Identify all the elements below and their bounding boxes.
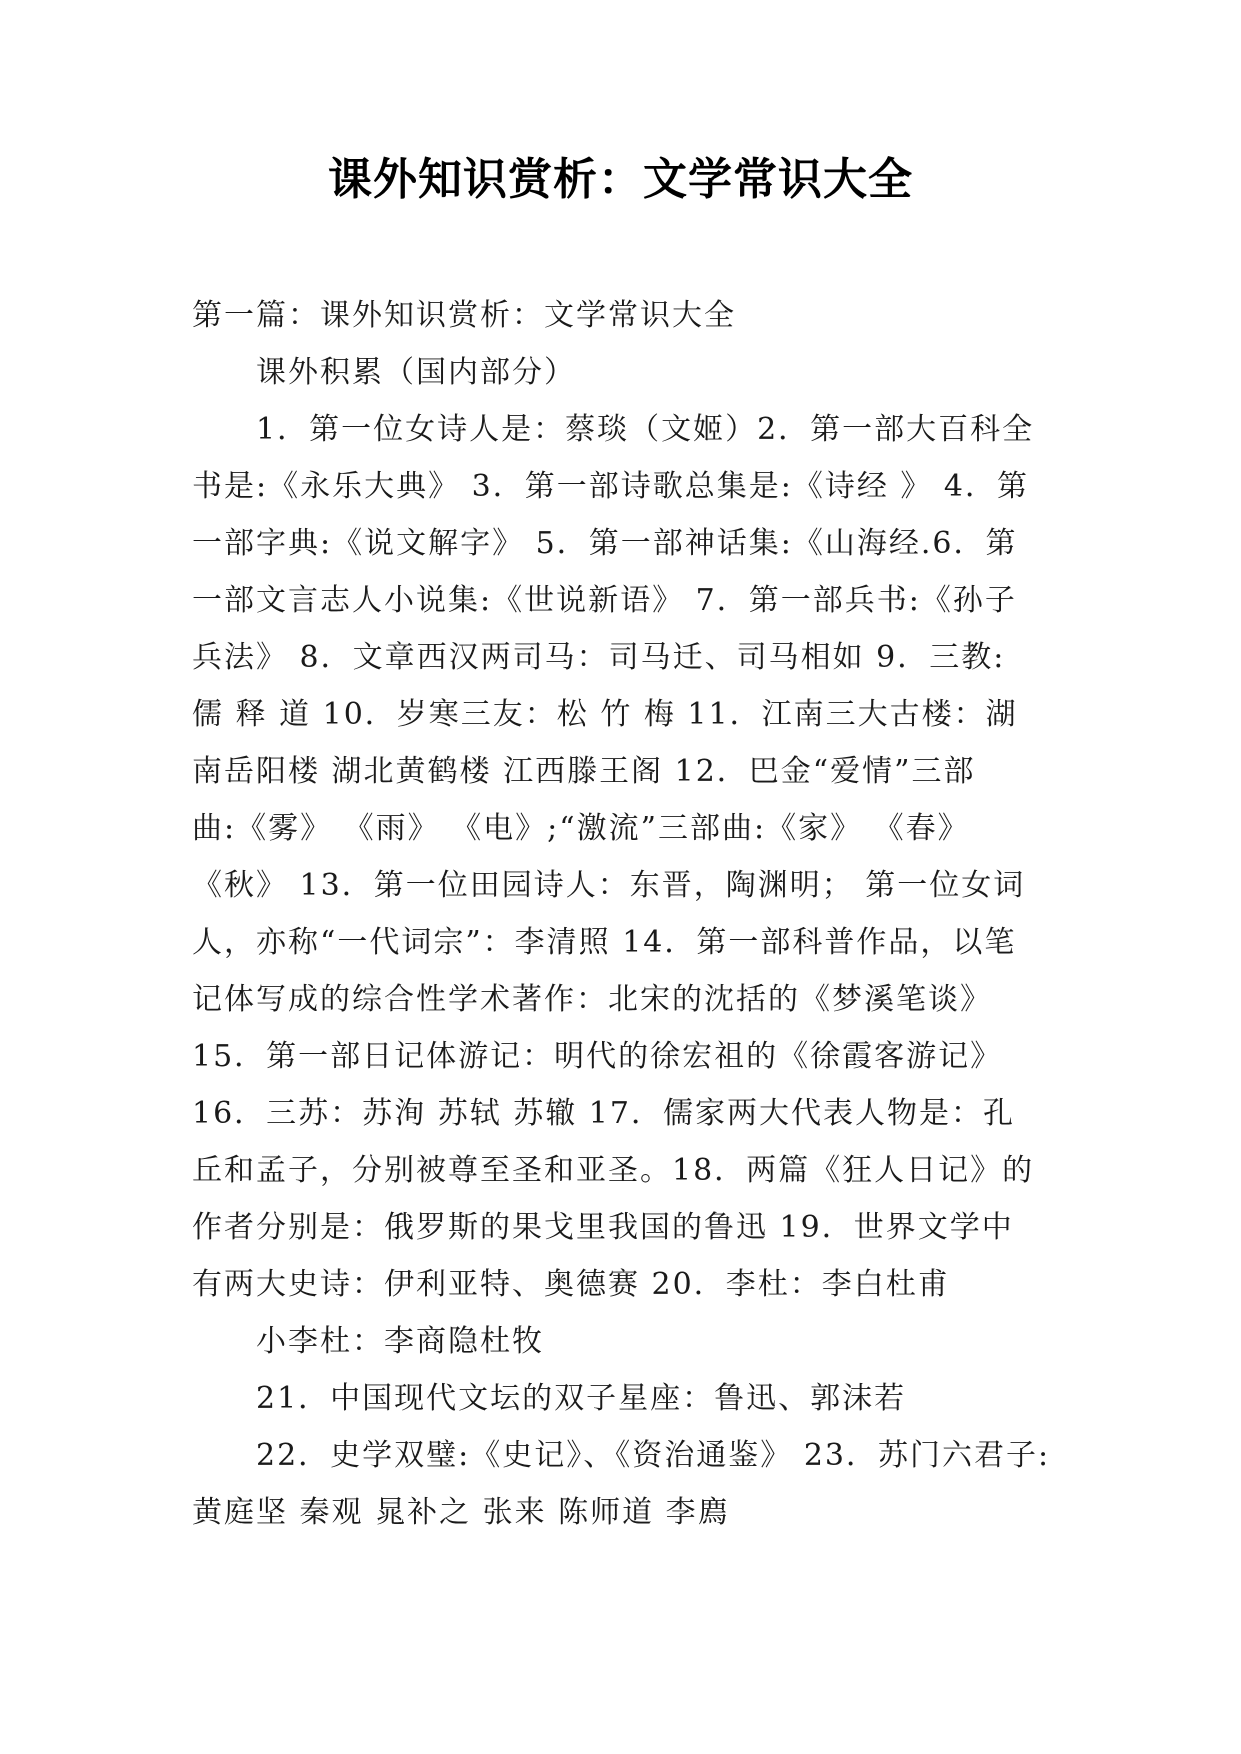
body-line: 21．中国现代文坛的双子星座：鲁迅、郭沫若 [256,1381,907,1416]
body-line: 书是:《永乐大典》 3．第一部诗歌总集是:《诗经 》 4．第 [192,469,1029,504]
body-line: 一部字典:《说文解字》 5．第一部神话集:《山海经.6．第 [192,526,1018,561]
body-line: 儒 释 道 10．岁寒三友：松 竹 梅 11．江南三大古楼：湖 [192,697,1018,732]
body-line: 15．第一部日记体游记：明代的徐宏祖的《徐霞客游记》 [192,1039,1003,1074]
body-line: 《秋》 13．第一位田园诗人：东晋，陶渊明； 第一位女词 [192,868,1026,903]
body-line: 兵法》 8．文章西汉两司马：司马迁、司马相如 9．三教: [192,640,1006,675]
body-line: 曲:《雾》 《雨》 《电》;“激流”三部曲:《家》 《春》 [192,811,970,846]
body-line: 黄庭坚 秦观 晁补之 张来 陈师道 李廌 [192,1495,730,1530]
body-line: 有两大史诗：伊利亚特、奥德赛 20．李杜：李白杜甫 [192,1267,950,1302]
body-line: 一部文言志人小说集:《世说新语》 7．第一部兵书:《孙子 [192,583,1017,618]
body-line: 丘和孟子，分别被尊至圣和亚圣。18．两篇《狂人日记》的 [192,1153,1035,1188]
body-line: 记体写成的综合性学术著作：北宋的沈括的《梦溪笔谈》 [192,982,992,1017]
document-title: 课外知识赏析：文学常识大全 [328,154,913,205]
body-line: 作者分别是：俄罗斯的果戈里我国的鲁迅 19．世界文学中 [192,1210,1014,1245]
body-line: 第一篇：课外知识赏析：文学常识大全 [192,298,736,333]
body-line: 1．第一位女诗人是：蔡琰（文姬）2．第一部大百科全 [256,412,1035,447]
body-line: 16．三苏：苏洵 苏轼 苏辙 17．儒家两大代表人物是：孔 [192,1096,1015,1131]
body-line: 小李杜：李商隐杜牧 [256,1324,544,1359]
body-line: 课外积累（国内部分） [256,355,576,390]
document-body [192,287,1062,1541]
body-line: 人，亦称“一代词宗”：李清照 14．第一部科普作品，以笔 [192,925,1017,960]
body-line: 22．史学双璧:《史记》、《资治通鉴》 23．苏门六君子: [256,1438,1051,1473]
body-line: 南岳阳楼 湖北黄鹤楼 江西滕王阁 12．巴金“爱情”三部 [192,754,976,789]
